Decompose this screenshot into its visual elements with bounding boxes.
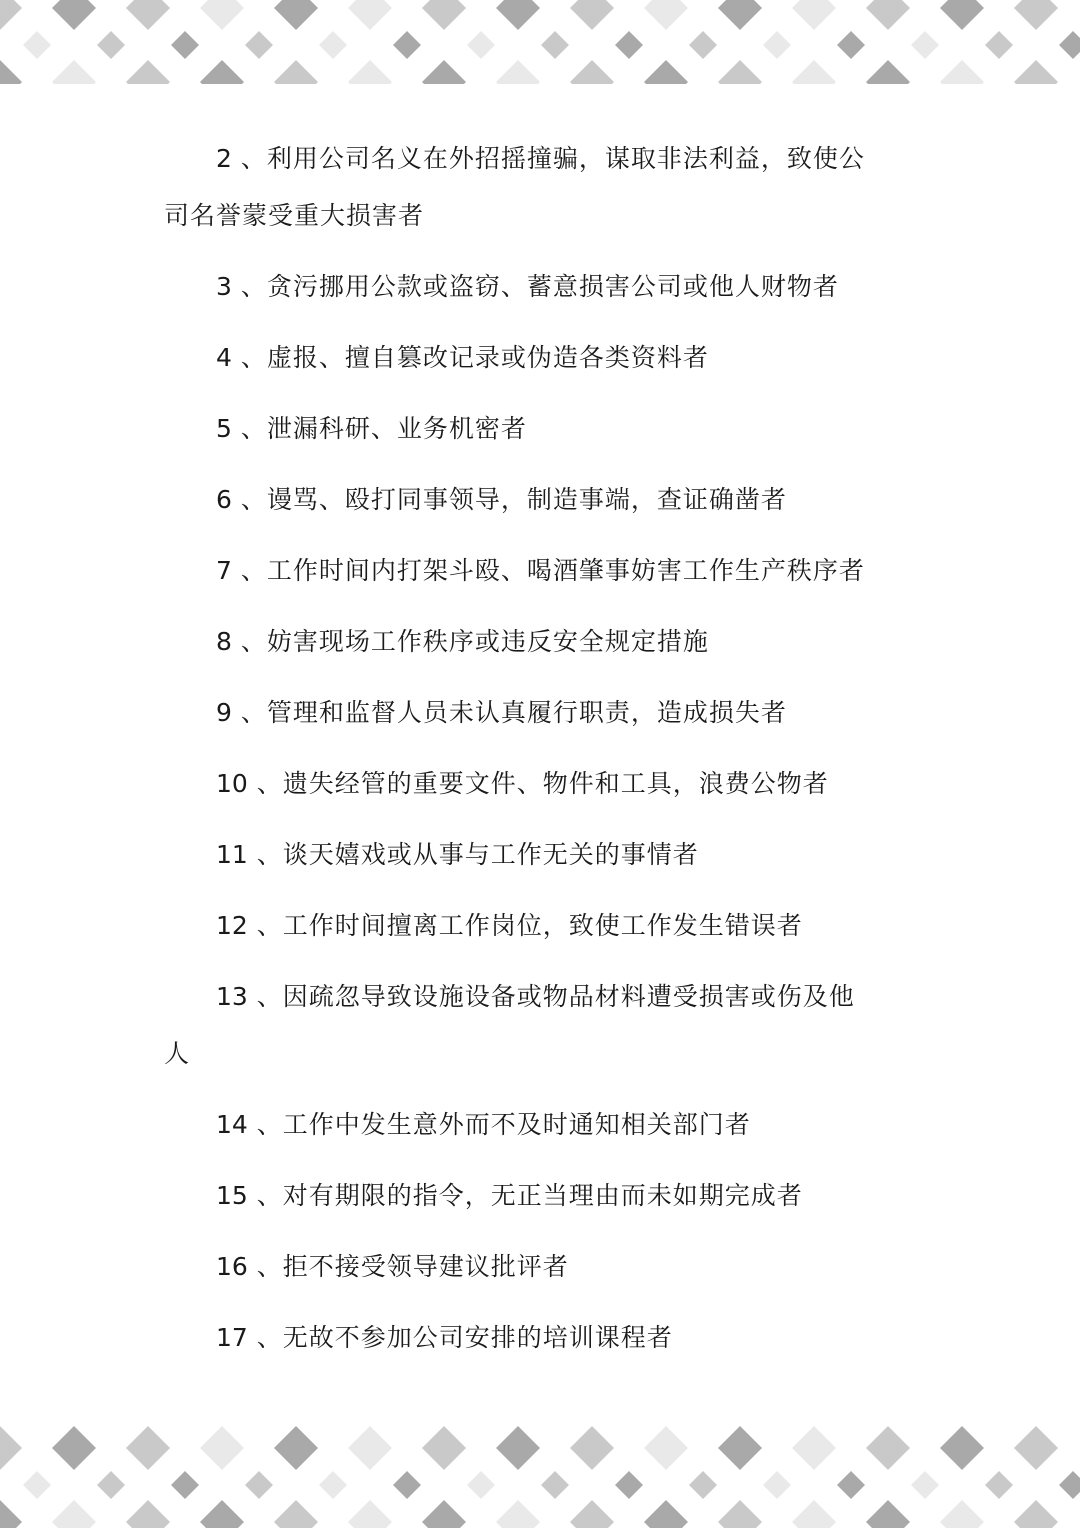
- item-number: 9: [216, 698, 232, 727]
- diamond-shape: [348, 0, 392, 30]
- diamond-shape: [126, 1426, 170, 1470]
- diamond-shape: [940, 60, 984, 84]
- diamond-shape: [718, 1426, 762, 1470]
- diamond-shape: [718, 1500, 762, 1528]
- diamond-shape: [792, 0, 836, 30]
- diamond-shape: [23, 1471, 51, 1499]
- diamond-shape: [792, 1500, 836, 1528]
- item-text: 、谈天嬉戏或从事与工作无关的事情者: [256, 840, 699, 869]
- list-item: [164, 329, 880, 386]
- diamond-shape: [52, 1426, 96, 1470]
- item-text: 、工作中发生意外而不及时通知相关部门者: [256, 1110, 751, 1139]
- diamond-shape: [1014, 1500, 1058, 1528]
- item-number: 12: [216, 911, 248, 940]
- diamond-shape: [940, 0, 984, 30]
- diamond-shape: [422, 1426, 466, 1470]
- diamond-shape: [644, 60, 688, 84]
- diamond-shape: [541, 31, 569, 59]
- diamond-pattern: [0, 1420, 1080, 1528]
- diamond-shape: [689, 31, 717, 59]
- diamond-shape: [911, 31, 939, 59]
- diamond-shape: [200, 60, 244, 84]
- diamond-shape: [718, 60, 762, 84]
- diamond-shape: [1059, 1471, 1080, 1499]
- diamond-shape: [837, 1471, 865, 1499]
- list-item: [164, 755, 880, 812]
- item-number: 3: [216, 272, 232, 301]
- item-text: 、泄漏科研、业务机密者: [240, 414, 527, 443]
- diamond-shape: [866, 0, 910, 30]
- list-item: [164, 400, 880, 457]
- diamond-shape: [570, 1426, 614, 1470]
- diamond-shape: [866, 1500, 910, 1528]
- diamond-shape: [615, 31, 643, 59]
- diamond-shape: [97, 31, 125, 59]
- diamond-shape: [615, 1471, 643, 1499]
- diamond-shape: [126, 60, 170, 84]
- list-item: [164, 471, 880, 528]
- diamond-shape: [467, 1471, 495, 1499]
- item-number: 2: [216, 144, 232, 173]
- diamond-shape: [763, 31, 791, 59]
- item-text: 、利用公司名义在外招摇撞骗，谋取非法利益，致使公司名誉蒙受重大损害者: [164, 144, 865, 230]
- item-number: 17: [216, 1323, 248, 1352]
- diamond-shape: [422, 0, 466, 30]
- diamond-shape: [319, 1471, 347, 1499]
- item-text: 、因疏忽导致设施设备或物品材料遭受损害或伤及他人: [164, 982, 855, 1068]
- list-item: [164, 684, 880, 741]
- item-number: 10: [216, 769, 248, 798]
- item-number: 11: [216, 840, 248, 869]
- diamond-shape: [393, 31, 421, 59]
- list-item: [164, 968, 880, 1082]
- diamond-shape: [0, 60, 22, 84]
- item-number: 7: [216, 556, 232, 585]
- diamond-shape: [348, 60, 392, 84]
- item-text: 、谩骂、殴打同事领导，制造事端，查证确凿者: [240, 485, 787, 514]
- diamond-shape: [866, 1426, 910, 1470]
- diamond-shape: [570, 1500, 614, 1528]
- diamond-shape: [763, 1471, 791, 1499]
- diamond-shape: [200, 1426, 244, 1470]
- diamond-shape: [97, 1471, 125, 1499]
- diamond-shape: [644, 1426, 688, 1470]
- document-body: [164, 130, 880, 1380]
- diamond-shape: [393, 1471, 421, 1499]
- diamond-pattern: [0, 0, 1080, 84]
- list-item: [164, 1167, 880, 1224]
- diamond-shape: [866, 60, 910, 84]
- diamond-shape: [52, 60, 96, 84]
- list-item: [164, 826, 880, 883]
- list-item: [164, 613, 880, 670]
- diamond-shape: [348, 1500, 392, 1528]
- diamond-shape: [0, 1426, 22, 1470]
- diamond-shape: [985, 1471, 1013, 1499]
- diamond-shape: [496, 60, 540, 84]
- diamond-shape: [319, 31, 347, 59]
- top-diamond-border: [0, 0, 1080, 84]
- item-text: 、工作时间内打架斗殴、喝酒肇事妨害工作生产秩序者: [240, 556, 865, 585]
- diamond-shape: [1014, 60, 1058, 84]
- diamond-shape: [52, 1500, 96, 1528]
- item-text: 、拒不接受领导建议批评者: [256, 1252, 569, 1281]
- diamond-shape: [792, 60, 836, 84]
- item-number: 4: [216, 343, 232, 372]
- item-number: 13: [216, 982, 248, 1011]
- diamond-shape: [911, 1471, 939, 1499]
- diamond-shape: [0, 0, 22, 30]
- list-item: [164, 258, 880, 315]
- diamond-shape: [570, 0, 614, 30]
- list-item: [164, 130, 880, 244]
- diamond-shape: [1059, 31, 1080, 59]
- diamond-shape: [245, 1471, 273, 1499]
- item-text: 、贪污挪用公款或盗窃、蓄意损害公司或他人财物者: [240, 272, 839, 301]
- diamond-shape: [570, 60, 614, 84]
- diamond-shape: [644, 1500, 688, 1528]
- diamond-shape: [792, 1426, 836, 1470]
- diamond-shape: [171, 31, 199, 59]
- item-number: 15: [216, 1181, 248, 1210]
- list-item: [164, 1309, 880, 1366]
- list-item: [164, 542, 880, 599]
- diamond-shape: [200, 1500, 244, 1528]
- diamond-shape: [541, 1471, 569, 1499]
- list-item: [164, 1238, 880, 1295]
- diamond-shape: [689, 1471, 717, 1499]
- diamond-shape: [126, 0, 170, 30]
- diamond-shape: [274, 1426, 318, 1470]
- list-item: [164, 897, 880, 954]
- diamond-shape: [422, 60, 466, 84]
- diamond-shape: [52, 0, 96, 30]
- diamond-shape: [644, 0, 688, 30]
- item-text: 、管理和监督人员未认真履行职责，造成损失者: [240, 698, 787, 727]
- diamond-shape: [985, 31, 1013, 59]
- item-number: 5: [216, 414, 232, 443]
- diamond-shape: [1014, 1426, 1058, 1470]
- diamond-shape: [274, 60, 318, 84]
- diamond-shape: [0, 1500, 22, 1528]
- item-text: 、妨害现场工作秩序或违反安全规定措施: [240, 627, 709, 656]
- bottom-diamond-border: [0, 1420, 1080, 1528]
- diamond-shape: [496, 0, 540, 30]
- diamond-shape: [467, 31, 495, 59]
- item-text: 、工作时间擅离工作岗位，致使工作发生错误者: [256, 911, 803, 940]
- diamond-shape: [274, 0, 318, 30]
- item-number: 6: [216, 485, 232, 514]
- diamond-shape: [171, 1471, 199, 1499]
- diamond-shape: [245, 31, 273, 59]
- item-number: 14: [216, 1110, 248, 1139]
- diamond-shape: [940, 1500, 984, 1528]
- diamond-shape: [496, 1500, 540, 1528]
- diamond-shape: [718, 0, 762, 30]
- item-text: 、对有期限的指令，无正当理由而未如期完成者: [256, 1181, 803, 1210]
- diamond-shape: [274, 1500, 318, 1528]
- list-item: [164, 1096, 880, 1153]
- diamond-shape: [940, 1426, 984, 1470]
- diamond-shape: [496, 1426, 540, 1470]
- diamond-shape: [23, 31, 51, 59]
- item-text: 、遗失经管的重要文件、物件和工具，浪费公物者: [256, 769, 829, 798]
- diamond-shape: [200, 0, 244, 30]
- item-text: 、虚报、擅自篡改记录或伪造各类资料者: [240, 343, 709, 372]
- item-number: 8: [216, 627, 232, 656]
- diamond-shape: [1014, 0, 1058, 30]
- diamond-shape: [348, 1426, 392, 1470]
- diamond-shape: [837, 31, 865, 59]
- item-text: 、无故不参加公司安排的培训课程者: [256, 1323, 673, 1352]
- item-number: 16: [216, 1252, 248, 1281]
- diamond-shape: [422, 1500, 466, 1528]
- diamond-shape: [126, 1500, 170, 1528]
